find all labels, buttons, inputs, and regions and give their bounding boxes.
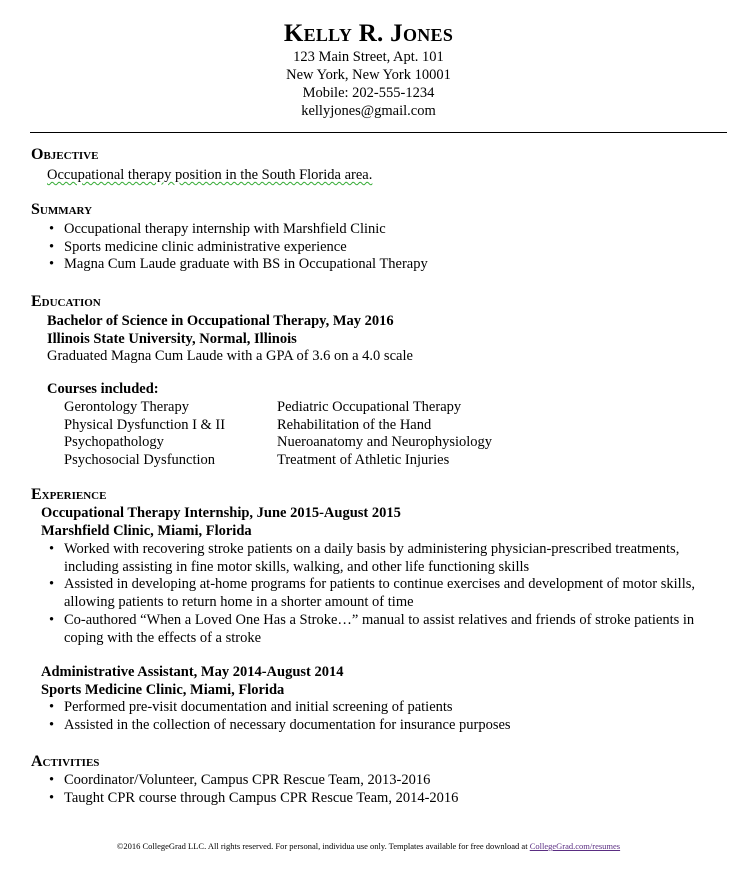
- mobile: Mobile: 202-555-1234: [302, 85, 435, 101]
- list-item: • Taught CPR course through Campus CPR Rescue Team, 2014-2016: [47, 790, 727, 808]
- gpa: Graduated Magna Cum Laude with a GPA of 3.6 on a 4.0 scale: [47, 348, 413, 365]
- job-org: Marshfield Clinic, Miami, Florida: [41, 522, 252, 539]
- job-2-header: [41, 664, 344, 699]
- footer-text: ©2016 CollegeGrad LLC. All rights reserved. For personal, individua use only. Templates available for free download at: [116, 841, 530, 851]
- objective-heading: Objective: [31, 146, 99, 163]
- education-heading: Education: [31, 293, 101, 310]
- experience-heading: Experience: [31, 486, 107, 503]
- summary-list: [47, 221, 727, 274]
- objective-text: Occupational therapy position in the South Florida area.: [47, 167, 373, 183]
- course: Treatment of Athletic Injuries: [277, 452, 450, 469]
- address-line-1: 123 Main Street, Apt. 101: [293, 49, 444, 65]
- courses-label: Courses included:: [47, 381, 159, 397]
- courses-grid: [64, 399, 537, 470]
- course: Nueroanatomy and Neurophysiology: [277, 434, 493, 451]
- course: Physical Dysfunction I & II: [64, 416, 226, 433]
- course: Psychopathology: [64, 434, 164, 451]
- job-org: Sports Medicine Clinic, Miami, Florida: [41, 681, 285, 698]
- list-item: • Magna Cum Laude graduate with BS in Occupational Therapy: [47, 256, 727, 274]
- activities-list: [47, 772, 727, 807]
- job-1-header: [41, 505, 401, 540]
- course: Rehabilitation of the Hand: [277, 416, 432, 433]
- list-item: • Performed pre-visit documentation and initial screening of patients: [47, 699, 727, 717]
- degree: Bachelor of Science in Occupational Therapy, May 2016: [47, 313, 394, 329]
- course: Psychosocial Dysfunction: [64, 452, 216, 469]
- list-item: • Co-authored “When a Loved One Has a Stroke…” manual to assist relatives and friends of stroke patients in coping with the effects of a stroke: [47, 612, 727, 647]
- contact-block: [0, 48, 737, 120]
- education-block: [47, 313, 413, 366]
- summary-heading: Summary: [31, 201, 93, 218]
- job-1-list: [47, 541, 727, 647]
- list-item: • Sports medicine clinic administrative experience: [47, 239, 727, 257]
- course: Pediatric Occupational Therapy: [277, 399, 462, 415]
- footer: [0, 841, 737, 851]
- email: kellyjones@gmail.com: [301, 103, 436, 119]
- list-item: • Coordinator/Volunteer, Campus CPR Rescue Team, 2013-2016: [47, 772, 727, 790]
- list-item: • Occupational therapy internship with Marshfield Clinic: [47, 221, 727, 239]
- job-2-list: [47, 699, 727, 734]
- address-line-2: New York, New York 10001: [286, 67, 451, 83]
- job-title: Administrative Assistant, May 2014-August 2014: [41, 664, 344, 680]
- divider: [30, 132, 727, 133]
- list-item: • Assisted in developing at-home programs for patients to continue exercises and development of motor skills, allowing patients to return home in a shorter amount of time: [47, 576, 727, 611]
- job-title: Occupational Therapy Internship, June 2015-August 2015: [41, 505, 401, 521]
- school: Illinois State University, Normal, Illinois: [47, 330, 297, 347]
- list-item: • Worked with recovering stroke patients on a daily basis by administering physician-prescribed treatments, including assisting in fine motor skills, walking, and other life functioning skills: [47, 541, 727, 576]
- footer-link[interactable]: CollegeGrad.com/resumes: [529, 841, 621, 851]
- activities-heading: Activities: [31, 753, 100, 770]
- candidate-name: Kelly R. Jones: [283, 20, 454, 47]
- list-item: • Assisted in the collection of necessary documentation for insurance purposes: [47, 717, 727, 735]
- course: Gerontology Therapy: [64, 399, 189, 415]
